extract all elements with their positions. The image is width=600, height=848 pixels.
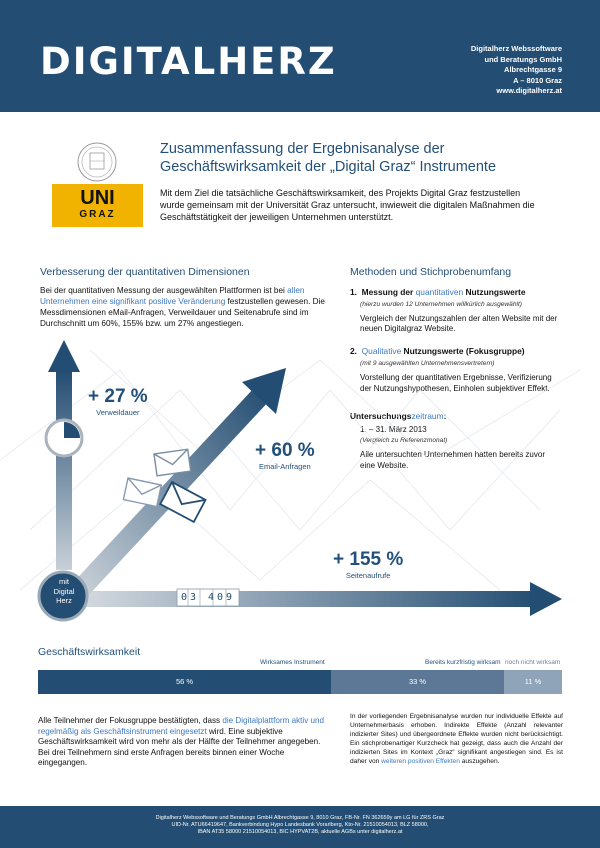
quantitative-heading: Verbesserung der quantitativen Dimensionen (40, 266, 250, 278)
company-address (471, 44, 562, 97)
footer-line: Digitalherz Webssoftware und Beratungs GmbH Albrechtgasse 9, 8010 Graz, FB-Nr. FN 362659y am LG für ZRS Graz (155, 815, 445, 821)
period-text-body: Alle untersuchten Unternehmen hatten bereits zuvor eine Website. (360, 449, 545, 470)
method-text: Messung der (361, 287, 416, 297)
dwell-stat (88, 386, 148, 417)
dwell-arrow-head (48, 340, 80, 372)
dwell-label: Verweildauer (96, 408, 140, 417)
company-website[interactable]: www.digitalherz.at (496, 86, 562, 95)
method-text: Nutzungswerte (463, 287, 526, 297)
effect-bar-segment: 33 % (331, 670, 504, 694)
quantitative-paragraph (40, 285, 330, 329)
method-1-text: Vergleich der Nutzungszahlen der alten Website mit der neuen Digitalgraz Website. (360, 313, 558, 334)
title-line-1: Zusammenfassung der Ergebnisanalyse der (160, 141, 445, 157)
period-text: : (443, 411, 447, 422)
company-line: Digitalherz Webssoftware (470, 44, 562, 53)
uni-graz-badge (52, 184, 143, 227)
method-highlight: Qualitative (361, 346, 402, 357)
dwell-arrow-shaft (56, 370, 72, 570)
pages-arrow-head (530, 582, 562, 616)
uni-text: UNI (80, 187, 115, 209)
origin-label (43, 577, 85, 606)
footer-line: UID-Nr. ATU66419647, Bankverbindung Hypo Landesbank Vorarlberg, Kto-Nr. 21510054013, BLZ 58000, (171, 822, 429, 829)
para-text: festzustellen gewesen. Die Messdimensionen eMail-Anfragen, Verweildauer und Seitenabrufe sind im Durchschnitt um 60%, 155% bzw. um 27% angestiegen. (40, 297, 325, 328)
dwell-value: + 27 % (88, 386, 148, 407)
pages-value: + 155 % (333, 549, 404, 570)
method-1-note: (hierzu wurden 12 Unternehmen willkürlich ausgewählt) (360, 300, 522, 308)
effect-label: noch nicht wirksam (505, 659, 561, 666)
company-line: A – 8010 Graz (513, 75, 562, 85)
method-text: Nutzungswerte (Fokusgruppe) (401, 346, 525, 357)
clock-icon (46, 420, 82, 456)
page-title (160, 140, 560, 176)
email-label: Email-Anfragen (258, 462, 311, 471)
method-highlight: quantitativen (415, 287, 464, 297)
footer-line: IBAN AT35 58000 21510054013, BIC HYPVAT2B, aktuelle AGBs unter digitalherz.at (197, 829, 403, 836)
email-value: + 60 % (255, 440, 315, 461)
digitalherz-logo: DIGITALHERZ (40, 40, 337, 83)
effect-heading: Geschäftswirksamkeit (38, 646, 141, 658)
period-note: (Vergleich zu Referenzmonat) (360, 436, 448, 444)
para-text: auszugehen. (459, 758, 500, 765)
method-number: 2. (350, 346, 357, 357)
period-dates: 1. – 31. März 2013 (360, 425, 427, 435)
email-stat (255, 440, 315, 471)
counter-digits: 03 409 (180, 592, 236, 603)
para-highlight: weiteren positiven Effekten (381, 758, 460, 765)
analysis-note-paragraph (350, 712, 563, 766)
period-text: Untersuchungs (350, 411, 412, 422)
pages-label: Seitenaufrufe (345, 571, 391, 580)
company-line: Albrechtgasse 9 (504, 65, 562, 74)
origin-line: mit (59, 577, 69, 586)
method-2-note: (mit 9 ausgewählten Unternehmensvertretern) (360, 359, 495, 367)
effect-label: Wirksames Instrument (260, 659, 325, 666)
title-line-2: Geschäftswirksamkeit der „Digital Graz“ Instrumente (160, 159, 497, 175)
pages-stat (333, 549, 403, 580)
envelope-icon (154, 449, 191, 476)
period-highlight: zeitraum (411, 411, 444, 422)
para-highlight: die Digitalplattform aktiv und regelmäßig als Geschäftsinstrument eingesetzt (38, 716, 324, 736)
method-1-title (350, 287, 560, 298)
uni-graz-logo (52, 140, 143, 227)
methods-heading: Methoden und Stichprobenumfang (350, 266, 512, 278)
para-text: Bei der quantitativen Messung der ausgewählten Plattformen ist bei (40, 286, 288, 295)
effect-bar-segment: 11 % (504, 670, 562, 694)
effect-bar-segment: 56 % (38, 670, 331, 694)
method-2-text: Vorstellung der quantitativen Ergebnisse, Verifizierung der Nutzungshypothesen, Einholen subjektiver Effekt. (360, 372, 552, 393)
origin-line: Herz (56, 596, 72, 605)
company-line: und Beratungs GmbH (484, 54, 562, 64)
header-banner (0, 0, 600, 112)
focus-group-paragraph (38, 716, 328, 769)
footer (0, 806, 600, 848)
para-text: In der vorliegenden Ergebnisanalyse wurden nur individuelle Effekte auf Unternehmerbasis erhoben. Indirekte Effekte (Anzahl relevanter indizierter Sites) und übergeordnete Effekte wurden nicht berücksichtigt. Ein stichprobenartiger Kurzcheck hat gezeigt, dass auch die Anzahl der indizierten Sites im Kontext „Graz“ signifikant angestiegen sind. Es ist daher von (350, 713, 563, 765)
graz-text: GRAZ (79, 209, 116, 220)
method-number: 1. (350, 287, 357, 297)
para-text: wird. Eine subjektive Geschäftswirksamkeit wird von mehr als der Hälfte der Teilnehmer angegeben. Bei drei Teilnehmern sind erste Anfragen bereits binnen einer Woche eingegangen. (38, 726, 321, 768)
para-text: Alle Teilnehmer der Fokusgruppe bestätigten, dass (38, 716, 223, 725)
intro-paragraph: Mit dem Ziel die tatsächliche Geschäftswirksamkeit, des Projekts Digital Graz festzustellen wurde gemeinsam mit der Universität Graz untersucht, inwieweit die digitalen Maßnahmen die Geschäftstätigkeit der jeweiligen Unternehmen unterstützt. (160, 188, 535, 222)
envelope-icon (123, 478, 161, 507)
pages-arrow-shaft (70, 591, 540, 607)
effect-label: Bereits kurzfristig wirksam (425, 659, 501, 666)
origin-line: Digital (53, 586, 75, 596)
growth-diagram (0, 330, 600, 640)
para-highlight: allen Unternehmen eine signifikant positive Veränderung (40, 286, 305, 306)
uni-seal-icon (52, 140, 143, 184)
